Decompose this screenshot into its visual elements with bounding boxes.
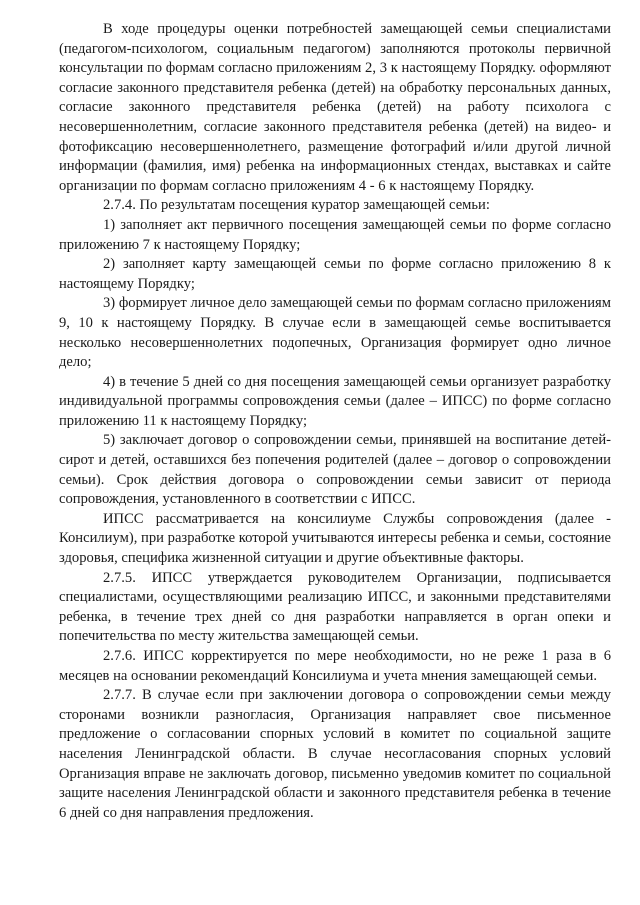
list-item-3: 3) формирует личное дело замещающей семьи по формам согласно приложениям 9, 10 к настоящему Порядку. В случае если в замещающей семье воспитывается несколько несовершеннолетних подопечных, Организация формирует одно личное дело; [59,295,611,371]
paragraph-ipss-council: ИПСС рассматривается на консилиуме Службы сопровождения (далее - Консилиум), при разработке которой учитываются интересы ребенка и семьи, состояние здоровья, специфика жизненной ситуации и другие объективные факторы. [59,510,611,567]
list-item-1: 1) заполняет акт первичного посещения замещающей семьи по форме согласно приложению 7 к настоящему Порядку; [59,216,611,253]
document-page [59,20,611,823]
list-item-5: 5) заключает договор о сопровождении семьи, принявшей на воспитание детей-сирот и детей, оставшихся без попечения родителей (далее – договор о сопровождении семьи). Срок действия договора о сопровождении семьи зависит от периода сопровождения, установленного в соответствии с ИПСС. [59,432,611,508]
list-item-4: 4) в течение 5 дней со дня посещения замещающей семьи организует разработку индивидуальной программы сопровождения семьи (далее – ИПСС) по форме согласно приложению 11 к настоящему Порядку; [59,373,611,429]
paragraph-2-7-4: 2.7.4. По результатам посещения куратор замещающей семьи: [103,197,490,214]
paragraph-2-7-6: 2.7.6. ИПСС корректируется по мере необходимости, но не реже 1 раза в 6 месяцев на основании рекомендаций Консилиума и учета мнения замещающей семьи. [59,648,611,684]
list-item-2: 2) заполняет карту замещающей семьи по форме согласно приложению 8 к настоящему Порядку; [59,256,611,292]
paragraph-assessment-procedure: В ходе процедуры оценки потребностей замещающей семьи специалистами (педагогом-психологом, социальным педагогом) заполняются протоколы первичной консультации по формам согласно приложениям 2, 3 к настоящему Порядку. оформляют согласие законного представителя ребенка (детей) на обработку персональных данных, согласие законного представителя ребенка (детей) на работу психолога с несовершеннолетним, согласие законного представителя ребенка (детей) на видео- и фотофиксацию несовершеннолетнего, размещение фотографий и/или другой личной информации (фамилия, имя) ребенка на информационных стендах, выставках и сайте организации по формам согласно приложениям 4 - 6 к настоящему Порядку. [59,21,611,194]
paragraph-2-7-7: 2.7.7. В случае если при заключении договора о сопровождении семьи между сторонами возникли разногласия, Организация направляет свое письменное предложение о согласовании спорных условий в комитет по социальной защите населения Ленинградской области. В случае несогласования спорных условий Организация вправе не заключать договор, письменно уведомив комитет по социальной защите населения Ленинградской области и законного представителя ребенка в течение 6 дней со дня направления предложения. [59,687,611,821]
paragraph-2-7-5: 2.7.5. ИПСС утверждается руководителем Организации, подписывается специалистами, осуществляющими реализацию ИПСС, и законными представителями ребенка, в течение трех дней со дня разработки направляется в орган опеки и попечительства по месту жительства замещающей семьи. [59,569,611,645]
